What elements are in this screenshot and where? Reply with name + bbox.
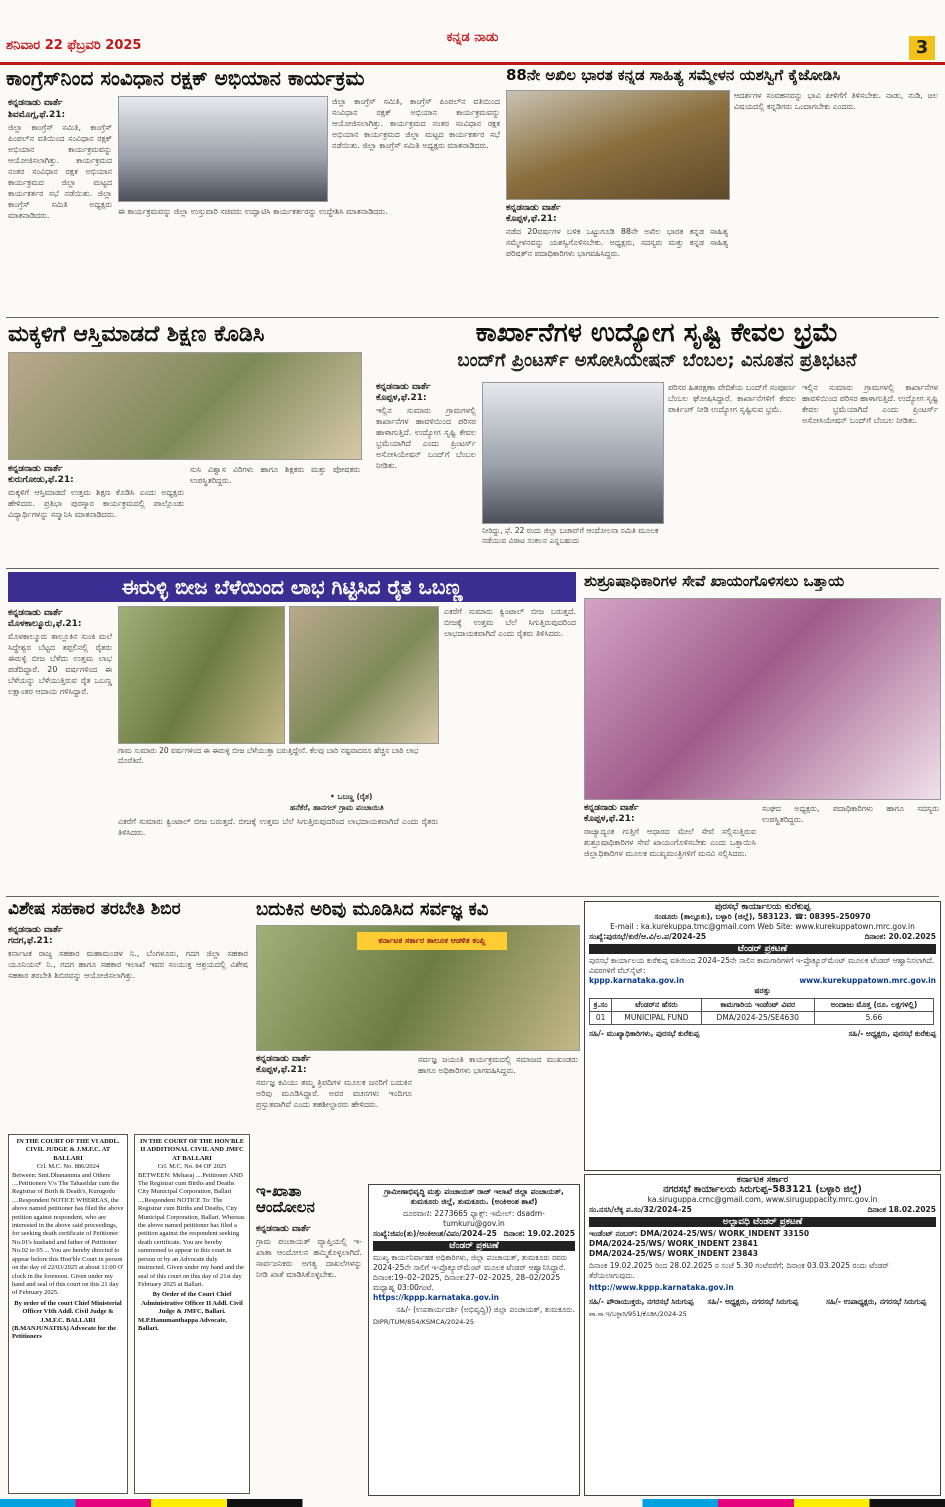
education-text: ಮಕ್ಕಳಿಗೆ ಆಸ್ತಿಮಾಡದೆ ಉತ್ತಮ ಶಿಕ್ಷಣ ಕೊಡಿಸಿ ಎಂದು ಅಧ್ಯಕ್ಷರು ಹೇಳಿದರು. ಪ್ರತಿಭಾ ಪುರಸ್ಕಾರ ಕಾರ್ಯಕ್ರಮದಲ್ಲಿ ಪಾಲ್ಗೊಂಡು ವಿದ್ಯಾರ್ಥಿಗಳನ್ನು ಸನ್ಮಾನಿಸಿ ಮಾತನಾಡಿದರು. xyxy=(8,488,184,519)
cooperative-dateline: ಗದಗ,ಫೆ.21: xyxy=(8,936,53,946)
tumakuru-footer: DIPR/TUM/854/KSMCA/2024-25 xyxy=(373,1318,475,1326)
table-cell: DMA/2024-25/SE4630 xyxy=(701,1012,814,1025)
table-cell: MUNICIPAL FUND xyxy=(612,1012,701,1025)
kurekuppa-th-no: ಕ್ರ.ಸಂ xyxy=(590,999,612,1012)
cooperative-headline: ವಿಶೇಷ ಸಹಕಾರ ತರಬೇತಿ ಶಿಬಿರ xyxy=(8,899,181,919)
divider xyxy=(6,896,939,897)
printers-text2: ಪರಿಸರ ಹಿತರಕ್ಷಣಾ ವೇದಿಕೆಯ ಬಂದ್‌ಗೆ ಸಂಪೂರ್ಣ ಬೆಂಬಲ ಘೋಷಿಸಿದ್ದಾರೆ. ಕಾರ್ಖಾನೆಗಳಿಗೆ ಕೇವಲ ಪಾರ್ಕಿಂಗ್ ನೀಡಿ ಉದ್ಯೋಗ ಸೃಷ್ಟಿಸುವ ಭ್ರಮೆ. xyxy=(668,383,796,414)
masthead: ಕನ್ನಡ ನಾಡು xyxy=(446,30,499,45)
onion-photo-bulb xyxy=(289,606,439,744)
tumakuru-title: ಟೆಂಡರ್ ಪ್ರಕಟಣೆ xyxy=(373,1241,575,1251)
congress-headline: ಕಾಂಗ್ರೆಸ್‌ನಿಂದ ಸಂವಿಧಾನ ರಕ್ಷಕ್ ಅಭಿಯಾನ ಕಾರ್ಯಕ್ರಮ xyxy=(6,66,365,90)
sahitya-headline: 88ನೇ ಅಖಿಲ ಭಾರತ ಕನ್ನಡ ಸಾಹಿತ್ಯ ಸಮ್ಮೇಳನ ಯಶಸ್ವಿಗೆ ಕೈಜೋಡಿಸಿ xyxy=(506,66,841,84)
issue-date: ಶನಿವಾರ 22 ಫೆಬ್ರವರಿ 2025 xyxy=(6,38,142,53)
tumakuru-body: ಮುಖ್ಯ ಕಾರ್ಯನಿರ್ವಾಹಕ ಅಧಿಕಾರಿಗಳು, ಜಿಲ್ಲಾ ಪಂಚಾಯತ್, ತುಮಕೂರು ರವರು 2024-25ನೇ ಸಾಲಿಗೆ ಇ-ಪ್ರೊಕ್ಯೂರ್‌ಮೆಂಟ್ ಮೂಲಕ ಟೆಂಡರ್ ಆಹ್ವಾನಿಸಿದ್ದಾರೆ. ದಿನಾಂಕ:19–02–2025, ದಿನಾಂಕ:27–02–2025, 28–02/2025 ಮಧ್ಯಾಹ್ನ 03:00ಗಂಟೆ. xyxy=(373,1253,568,1292)
siruguppa-footer: ವಾ.ಸಾ.ಇ/ಬಳ್ಳಾರಿ/951/ಕೊಡಿಸಿ/2024-25 xyxy=(589,1310,687,1318)
siruguppa-indent2: DMA/2024-25/WS/ WORK_INDENT 23841 xyxy=(589,1239,758,1248)
education-text-right: ಸುಸಿ ವಿಶ್ವಾಸ ವಿರಿಗಳು ಹಾಗೂ ಶಿಕ್ಷಕರು ಮತ್ತು ಪೋಷಕರು ಉಪಸ್ಥಿತರಿದ್ದರು. xyxy=(190,465,360,485)
sahitya-text: ನಡೆದ 20ವರ್ಷಗಳ ಬಳಿಕ ಒಟ್ಟುಗೂಡಿ 88ನೇ ಅಖಿಲ ಭಾರತ ಕನ್ನಡ ಸಾಹಿತ್ಯ ಸಮ್ಮೇಳನವನ್ನು ಯಶಸ್ವಿಗೊಳಿಸಬೇಕು. ಅಧ್ಯಕ್ಷರು, ಸದಸ್ಯರು ಮತ್ತು ಕನ್ನಡ ಸಾಹಿತ್ಯ ಪರಿಷತ್‌ನ ಪದಾಧಿಕಾರಿಗಳು ಭಾಗವಹಿಸಿದ್ದರು. xyxy=(506,227,728,258)
siruguppa-dates: ದಿನಾಂಕ 19.02.2025 ರಿಂದ 28.02.2025 ರ ಸಂಜೆ 5.30 ಗಂಟೆವರೆಗೆ; ದಿನಾಂಕ 03.03.2025 ರಂದು ಟೆಂಡರ್ ತೆರೆಯಲಾಗುವುದು. xyxy=(589,1261,889,1280)
siruguppa-office: ನಗರಸಭೆ ಕಾರ್ಯಾಲಯ ಸಿರುಗುಪ್ಪ–583121 (ಬಳ್ಳಾರಿ ಜಿಲ್ಲೆ) xyxy=(663,1184,862,1195)
tumakuru-tender xyxy=(368,1184,580,1496)
siruguppa-indent3: DMA/2024-25/WS/ WORK_INDENT 23843 xyxy=(589,1249,758,1258)
tumakuru-sign: ಸಹಿ/- (ಉಪಕಾರ್ಯದರ್ಶಿ (ಅಭಿವೃದ್ಧಿ)) ಜಿಲ್ಲಾ ಪಂಚಾಯತ್, ತುಮಕೂರು. xyxy=(396,1305,575,1314)
congress-text: ಜಿಲ್ಲಾ ಕಾಂಗ್ರೆಸ್ ಸಮಿತಿ, ಕಾಂಗ್ರೆಸ್ ಪಿಂಪಲ್‌ನ ವತಿಯಿಂದ ಸಂವಿಧಾನ ರಕ್ಷಕ್ ಅಭಿಯಾನ ಕಾರ್ಯಕ್ರಮವನ್ನು ಆಯೋಜಿಸಲಾಗಿತ್ತು. ಕಾರ್ಯಕ್ರಮದ ನಂತರ ಸಂವಿಧಾನ ರಕ್ಷಕ ಅಭಿಯಾನ ಕಾರ್ಯಕ್ರಮದ ಜಿಲ್ಲಾ ಮಟ್ಟದ ಕಾರ್ಯಕರ್ತರ ಸಭೆ ನಡೆಯಿತು. ಜಿಲ್ಲಾ ಕಾಂಗ್ರೆಸ್ ಸಮಿತಿ ಅಧ್ಯಕ್ಷರು ಮಾತನಾಡಿದರು. xyxy=(8,123,112,220)
legal-notice-right xyxy=(134,1134,250,1494)
tumakuru-date: ದಿನಾಂಕ: 19.02.2025 xyxy=(503,1229,575,1238)
tumakuru-site-link[interactable]: https://kppp.karnataka.gov.in xyxy=(373,1293,500,1302)
legal-right-advocate: M.P.Hanumanthappa Advocate, Ballari. xyxy=(138,1316,227,1332)
siruguppa-ref: ಸಂ.ನಸಸಿ/ಲೆಕ್ಕ ಪ.ಸಂ/32/2024–25 xyxy=(589,1205,692,1214)
table-row xyxy=(590,1012,934,1025)
siruguppa-title: ಅಲ್ಪಾವಧಿ ಟೆಂಡರ್ ಪ್ರಕಟಣೆ xyxy=(589,1217,936,1227)
congress-text-bottom: ಈ ಕಾರ್ಯಕ್ರಮವನ್ನು ಜಿಲ್ಲಾ ಉಸ್ತುವಾರಿ ಸಚಿವರು ಉದ್ಘಾಟಿಸಿ ಕಾರ್ಯಕರ್ತರನ್ನು ಉದ್ದೇಶಿಸಿ ಮಾತನಾಡಿದರು. xyxy=(118,207,388,216)
siruguppa-date: ದಿನಾಂಕ 18.02.2025 xyxy=(867,1205,936,1214)
nurses-text: ರಾಜ್ಯಾದ್ಯಂತ ಗುತ್ತಿಗೆ ಆಧಾರದ ಮೇಲೆ ಸೇವೆ ಸಲ್ಲಿಸುತ್ತಿರುವ ಶುಶ್ರೂಷಾಧಿಕಾರಿಗಳ ಸೇವೆ ಖಾಯಂಗೊಳಿಸಬೇಕು ಎಂದು ಒತ್ತಾಯಿಸಿ ಜಿಲ್ಲಾಧಿಕಾರಿಗಳ ಮೂಲಕ ಮುಖ್ಯಮಂತ್ರಿಗಳಿಗೆ ಮನವಿ ಸಲ್ಲಿಸಿದರು. xyxy=(584,827,756,858)
tumakuru-office: ಗ್ರಾಮೀಣಾಭಿವೃದ್ಧಿ ಮತ್ತು ಪಂಚಾಯತ್ ರಾಜ್ ಇಲಾಖೆ ಜಿಲ್ಲಾ ಪಂಚಾಯತ್, ತುಮಕೂರು ಜಿಲ್ಲೆ, ತುಮಕೂರು. (ಅಂಕಿಅಂಶ ಶಾಖೆ) xyxy=(384,1187,564,1206)
siruguppa-site-link[interactable]: http://www.kppp.karnataka.gov.in xyxy=(589,1283,734,1292)
kurekuppa-date: ದಿನಾಂಕ: 20.02.2025 xyxy=(864,932,936,941)
siruguppa-sign1: ಸಹಿ/- ಪೌರಾಯುಕ್ತರು, ನಗರಸಭೆ ಸಿರುಗುಪ್ಪ xyxy=(589,1297,694,1306)
ekhata-byline: ಕನ್ನಡನಾಡು ವಾರ್ತೆ xyxy=(256,1224,311,1234)
education-photo xyxy=(8,352,362,460)
kurekuppa-schedule-head: ಷರತ್ತು xyxy=(754,986,771,995)
divider xyxy=(6,568,939,569)
kurekuppa-sign-left: ಸಹಿ/- ಮುಖ್ಯಾಧಿಕಾರಿಗಳು, ಪುರಸಭೆ ಕುರೆಕುಪ್ಪ xyxy=(589,1029,700,1038)
education-byline: ಕನ್ನಡನಾಡು ವಾರ್ತೆ xyxy=(8,464,63,474)
kurekuppa-th-indent: ಕಾಮಗಾರಿಯ ಇಂಡೆಂಟ್ ವಿವರ xyxy=(701,999,814,1012)
kurekuppa-address: ಸಂಡೂರು (ತಾಲ್ಲೂಕು), ಬಳ್ಳಾರಿ (ಜಿಲ್ಲೆ), 583123. ☎: 08395–250970 xyxy=(654,912,871,921)
sarvajna-text-right: ಸರ್ವಜ್ಞ ಜಯಂತಿ ಕಾರ್ಯಕ್ರಮದಲ್ಲಿ ಸಮಾಜದ ಮುಖಂಡರು ಹಾಗೂ ಅಧಿಕಾರಿಗಳು ಭಾಗವಹಿಸಿದ್ದರು. xyxy=(418,1055,578,1075)
sahitya-photo xyxy=(506,90,730,200)
printers-byline: ಕನ್ನಡನಾಡು ವಾರ್ತೆ xyxy=(376,382,431,392)
nurses-text-right: ಸಂಘದ ಅಧ್ಯಕ್ಷರು, ಪದಾಧಿಕಾರಿಗಳು ಹಾಗೂ ಸದಸ್ಯರು ಉಪಸ್ಥಿತರಿದ್ದರು. xyxy=(762,804,939,824)
nurses-photo xyxy=(584,598,941,800)
congress-text-right: ಜಿಲ್ಲಾ ಕಾಂಗ್ರೆಸ್ ಸಮಿತಿ, ಕಾಂಗ್ರೆಸ್ ಪಿಂಪಲ್‌ನ ವತಿಯಿಂದ ಸಂವಿಧಾನ ರಕ್ಷಕ್ ಅಭಿಯಾನ ಕಾರ್ಯಕ್ರಮವನ್ನು ಆಯೋಜಿಸಲಾಗಿತ್ತು. ಕಾರ್ಯಕ್ರಮದ ನಂತರ ಸಂವಿಧಾನ ರಕ್ಷಕ ಅಭಿಯಾನ ಕಾರ್ಯಕ್ರಮದ ಜಿಲ್ಲಾ ಮಟ್ಟದ ಕಾರ್ಯಕರ್ತರ ಸಭೆ ನಡೆಯಿತು. ಜಿಲ್ಲಾ ಕಾಂಗ್ರೆಸ್ ಸಮಿತಿ ಅಧ್ಯಕ್ಷರು ಮಾತನಾಡಿದರು. xyxy=(332,97,500,150)
ekhata-text: ಗ್ರಾಮ ಪಂಚಾಯತ್ ವ್ಯಾಪ್ತಿಯಲ್ಲಿ ಇ-ಖಾತಾ ಆಂದೋಲನ ಹಮ್ಮಿಕೊಳ್ಳಲಾಗಿದೆ. ಸಾರ್ವಜನಿಕರು ಅಗತ್ಯ ದಾಖಲೆಗಳನ್ನು ನೀಡಿ ಖಾತೆ ಮಾಡಿಸಿಕೊಳ್ಳಬೇಕು. xyxy=(256,1237,362,1279)
kurekuppa-body: ಪುರಸಭೆ ಕಾರ್ಯಾಲಯ ಕುರೆಕುಪ್ಪ ವತಿಯಿಂದ 2024–25ನೇ ಸಾಲಿನ ಕಾಮಗಾರಿಗಳಿಗೆ ಇ-ಪ್ರೊಕ್ಯೂರ್‌ಮೆಂಟ್ ಮೂಲಕ ಟೆಂಡರ್ ಆಹ್ವಾನಿಸಲಾಗಿದೆ. ವಿವರಗಳಿಗೆ ವೆಬ್‌ಸೈಟ್: xyxy=(589,956,935,975)
legal-right-sign: By Order of the Court Chief Administrative Officer II Addl. Civil Judge & JMFC, Ballari. xyxy=(141,1291,243,1316)
cooperative-byline: ಕನ್ನಡನಾಡು ವಾರ್ತೆ xyxy=(8,925,63,935)
sarvajna-headline: ಬದುಕಿನ ಅರಿವು ಮೂಡಿಸಿದ ಸರ್ವಜ್ಞ ಕವಿ xyxy=(256,899,489,920)
kurekuppa-office: ಪುರಸಭೆ ಕಾರ್ಯಾಲಯ ಕುರೆಕುಪ್ಪ xyxy=(714,902,811,912)
congress-dateline: ಶಿವಮೊಗ್ಗ,ಫೆ.21: xyxy=(8,110,66,120)
onion-text-right: ಎಕರೆಗೆ ಸುಮಾರು ಕ್ವಿಂಟಾಲ್ ಬೀಜ ಬರುತ್ತದೆ. ಬೀಜಕ್ಕೆ ಉತ್ತಮ ಬೆಲೆ ಸಿಗುತ್ತಿರುವುದರಿಂದ ಲಾಭದಾಯಕವಾಗಿದೆ ಎಂದು ರೈತರು ತಿಳಿಸಿದರು. xyxy=(444,607,576,638)
siruguppa-email: ka.siruguppa.cmc@gmail.com, www.siruguppacity.mrc.gov.in xyxy=(647,1195,878,1204)
kurekuppa-th-name: ಟೆಂಡರ್‌ನ ಹೆಸರು xyxy=(612,999,701,1012)
printers-text: ಇಲ್ಲಿನ ಸುಮಾರು ಗ್ರಾಮಗಳಲ್ಲಿ ಕಾರ್ಖಾನೆಗಳ ಹಾವಳಿಯಿಂದ ಪರಿಸರ ಹಾಳಾಗುತ್ತಿದೆ. ಉದ್ಯೋಗ ಸೃಷ್ಟಿ ಕೇವಲ ಭ್ರಮೆಯಾಗಿದೆ ಎಂದು ಪ್ರಿಂಟರ್ಸ್ ಅಸೋಸಿಯೇಷನ್ ಬಂದ್‌ಗೆ ಬೆಂಬಲ ನೀಡಿತು. xyxy=(376,406,476,470)
sarvajna-byline: ಕನ್ನಡನಾಡು ವಾರ್ತೆ xyxy=(256,1054,311,1064)
congress-byline: ಕನ್ನಡನಾಡು ವಾರ್ತೆ xyxy=(8,98,63,108)
printers-headline: ಕಾರ್ಖಾನೆಗಳ ಉದ್ಯೋಗ ಸೃಷ್ಟಿ ಕೇವಲ ಭ್ರಮೆ xyxy=(475,318,839,348)
page-number: 3 xyxy=(909,36,935,60)
printers-text3: ಇಲ್ಲಿನ ಸುಮಾರು ಗ್ರಾಮಗಳಲ್ಲಿ ಕಾರ್ಖಾನೆಗಳ ಹಾವಳಿಯಿಂದ ಪರಿಸರ ಹಾಳಾಗುತ್ತಿದೆ. ಉದ್ಯೋಗ ಸೃಷ್ಟಿ ಕೇವಲ ಭ್ರಮೆಯಾಗಿದೆ ಎಂದು ಪ್ರಿಂಟರ್ಸ್ ಅಸೋಸಿಯೇಷನ್ ಬಂದ್‌ಗೆ ಬೆಂಬಲ ನೀಡಿತು. xyxy=(802,383,938,425)
onion-photo-farmer xyxy=(118,606,285,744)
kurekuppa-table xyxy=(589,998,934,1025)
education-headline: ಮಕ್ಕಳಿಗೆ ಆಸ್ತಿಮಾಡದೆ ಶಿಕ್ಷಣ ಕೊಡಿಸಿ xyxy=(8,322,265,347)
legal-right-case: Crl. M.C. No. 84 OF 2025 xyxy=(157,1163,227,1171)
congress-photo-building xyxy=(118,96,328,202)
legal-left-sign: By order of the court Chief Ministerial Officer VIth Addl. Civil Judge & J.M.F.C. BALLARI xyxy=(14,1299,122,1324)
sahitya-dateline: ಕೊಪ್ಪಳ,ಫೆ.21: xyxy=(506,214,557,224)
printers-dateline: ಕೊಪ್ಪಳ,ಫೆ.21: xyxy=(376,393,427,403)
sarvajna-photo xyxy=(256,925,580,1051)
onion-credit-place: ಹನೆಕೆರೆ, ಹಾನಗಲ್ ಗ್ರಾಮ ಪಂಚಾಯಿತಿ xyxy=(290,803,384,812)
kurekuppa-email: E-mail : ka.kurekuppa.tmc@gmail.com Web Site: www.kurekuppatown.mrc.gov.in xyxy=(610,922,915,931)
nurses-headline: ಶುಶ್ರೂಷಾಧಿಕಾರಿಗಳ ಸೇವೆ ಖಾಯಂಗೊಳಿಸಲು ಒತ್ತಾಯ xyxy=(584,572,845,590)
education-dateline: ಕುರುಗೋಡು,ಫೆ.21: xyxy=(8,475,74,485)
kurekuppa-th-amount: ಅಂದಾಜು ಮೊತ್ತ (ರೂ. ಲಕ್ಷಗಳಲ್ಲಿ) xyxy=(814,999,933,1012)
sarvajna-banner: ಕರ್ನಾಟಕ ಸರ್ಕಾರ ತಾಲೂಕ ಆಡಳಿತ ಕಂಪ್ಲಿ xyxy=(357,932,507,950)
nurses-byline: ಕನ್ನಡನಾಡು ವಾರ್ತೆ xyxy=(584,803,639,813)
siruguppa-sign2: ಸಹಿ/- ಅಧ್ಯಕ್ಷರು, ನಗರಸಭೆ ಸಿರುಗುಪ್ಪ xyxy=(707,1297,799,1306)
table-cell: 01 xyxy=(590,1012,612,1025)
siruguppa-sign3: ಸಹಿ/- ಉಪಾಧ್ಯಕ್ಷರು, ನಗರಸಭೆ ಸಿರುಗುಪ್ಪ xyxy=(826,1297,927,1306)
onion-dateline: ಮೊಳಕಾಲ್ಮೂರು,ಫೆ.21: xyxy=(8,619,82,629)
tumakuru-ref: ಸಂಖ್ಯೆ:ಜಿಪಂ(ತು)/ಅಂಕಿಅಂಶ/ವಿಪಂ/2024–25 xyxy=(373,1229,497,1238)
legal-right-court: IN THE COURT OF THE HON'BLE II ADDITIONAL CIVIL AND JMFC AT BALLARI xyxy=(139,1138,245,1162)
legal-left-court: IN THE COURT OF THE VI ADDL. CIVIL JUDGE & J.M.F.C. AT BALLARI xyxy=(16,1138,120,1162)
onion-byline: ಕನ್ನಡನಾಡು ವಾರ್ತೆ xyxy=(8,608,63,618)
onion-headline: ಈರುಳ್ಳಿ ಬೀಜ ಬೆಳೆಯಿಂದ ಲಾಭ ಗಿಟ್ಟಿಸಿದ ರೈತ ಒಬಣ್ಣ xyxy=(8,572,576,602)
printers-photo-chimneys xyxy=(482,382,664,524)
nurses-dateline: ಕೊಪ್ಪಳ,ಫೆ.21: xyxy=(584,814,635,824)
legal-right-body: BETWEEN: Meharaj ....Petitioner AND The Registrar cum Births and Deaths City Municipal Corporation, Ballari ....Respondent NOTICE To: The Registrar cum Births and Deaths, City Municipal Corporation, Ballari. Whereas the above named petitioner has filed a petition against the respondent seeking death certificate. You are hereby summoned to appear in this court in person or by an Advocate duly instructed. Given under my hand and the seal of this court on this day of 21st day February 2025 at Ballari. xyxy=(138,1171,245,1288)
cooperative-text: ಕರ್ನಾಟಕ ರಾಜ್ಯ ಸಹಕಾರ ಮಹಾಮಂಡಳ ನಿ., ಬೆಂಗಳೂರು, ಗದಗ ಜಿಲ್ಲಾ ಸಹಕಾರ ಯೂನಿಯನ್ ನಿ., ಗದಗ ಹಾಗೂ ಸಹಕಾರ ಇಲಾಖೆ ಇವರ ಸಂಯುಕ್ತ ಆಶ್ರಯದಲ್ಲಿ ವಿಶೇಷ ಸಹಕಾರ ತರಬೇತಿ ಶಿಬಿರವನ್ನು ಆಯೋಜಿಸಲಾಗಿತ್ತು. xyxy=(8,949,248,980)
sahitya-byline: ಕನ್ನಡನಾಡು ವಾರ್ತೆ xyxy=(506,203,561,213)
header-rule xyxy=(0,62,945,65)
kurekuppa-tender xyxy=(584,901,941,1171)
sarvajna-dateline: ಕೊಪ್ಪಳ,ಫೆ.21: xyxy=(256,1065,307,1075)
printers-subheadline: ಬಂದ್‌ಗೆ ಪ್ರಿಂಟರ್ಸ್ ಅಸೋಸಿಯೇಷನ್ ಬೆಂಬಲ; ವಿನೂತನ ಪ್ರತಿಭಟನೆ xyxy=(457,350,857,371)
kurekuppa-ref: ಸಂಖ್ಯೆ:ಪುರಸಭೆ/ಕುರೆ/ಆ.ವಿ/ಲ.ಪ/2024-25 xyxy=(589,932,707,941)
kurekuppa-site1-link[interactable]: kppp.karnataka.gov.in xyxy=(589,976,685,985)
tumakuru-contact: ದೂರವಾಣಿ: 2273665 ಫ್ಯಾಕ್ಸ್: ಇಮೇಲ್: dsadm-tumkuru@gov.in xyxy=(403,1209,545,1228)
sarvajna-text: ಸರ್ವಜ್ಞ ಕವಿಯು ತಮ್ಮ ತ್ರಿಪದಿಗಳ ಮೂಲಕ ಜನರಿಗೆ ಬದುಕಿನ ಅರಿವು ಮೂಡಿಸಿದ್ದಾರೆ. ಅವರ ವಚನಗಳು ಇಂದಿಗೂ ಪ್ರಸ್ತುತವಾಗಿವೆ ಎಂದು ತಹಶೀಲ್ದಾರರು ಹೇಳಿದರು. xyxy=(256,1078,412,1109)
table-cell: 5.66 xyxy=(814,1012,933,1025)
legal-left-body: Between: Smt.Dhanamma and Others ....Petitioners V/s The Tahasildar cum the Registrar of Birth & Death's, Kurugodu ....Respondent NOTICE WHEREAS, the above named petitioner has filed the above petition against respondent, who are interested in the above said proceedings, for seeking death certificate of Petitioner No.01's husband and father of Petitioner No.02 to 05 ... You are hereby directed to appear before this Hon'ble Court in person on the day of 22/03/2025 at about 11:00 O' clock in the forenoon. Given under my hand and seal of this court on this 21 day of February 2025. xyxy=(12,1171,124,1297)
ekhata-headline: ಇ-ಖಾತಾ ಆಂದೋಲನ xyxy=(256,1182,315,1216)
siruguppa-tender xyxy=(584,1174,941,1496)
kurekuppa-sign-right: ಸಹಿ/- ಅಧ್ಯಕ್ಷರು, ಪುರಸಭೆ ಕುರೆಕುಪ್ಪ xyxy=(848,1029,936,1038)
kurekuppa-site2-link[interactable]: www.kurekuppatown.mrc.gov.in xyxy=(799,976,936,985)
onion-text-bottom: ಎಕರೆಗೆ ಸುಮಾರು ಕ್ವಿಂಟಾಲ್ ಬೀಜ ಬರುತ್ತದೆ. ಬೀಜಕ್ಕೆ ಉತ್ತಮ ಬೆಲೆ ಸಿಗುತ್ತಿರುವುದರಿಂದ ಲಾಭದಾಯಕವಾಗಿದೆ ಎಂದು ರೈತರು ತಿಳಿಸಿದರು. xyxy=(118,817,438,837)
printers-caption: ನೀರಿದ್ದು, ಫೆ. 22 ರಂದು ಜಿಲ್ಲಾ ಬಚಾವ್‌ಗೆ ಆಂದೋಲನಾ ಸಮಿತಿ ಮೂಲಕ ನಡೆಯುವ ವಿರಾಟ ಸಂಕಲನ ಎನ್ನಬಹುದು xyxy=(482,526,659,545)
onion-text: ಮೊಳಕಾಲ್ಮೂರು ತಾಲ್ಲೂಕಿನ ಸುಂಕಿ ಮಲೆ ಸಿದ್ಧೇಶ್ವರ ಬೆಟ್ಟದ ತಪ್ಪಲಿನಲ್ಲಿ ರೈತರು ಈರುಳ್ಳಿ ಬೀಜ ಬೆಳೆದು ಉತ್ತಮ ಲಾಭ ಪಡೆದಿದ್ದಾರೆ. 20 ವರ್ಷಗಳಿಂದ ಈ ಬೆಳೆಯನ್ನು ಬೆಳೆಯುತ್ತಿರುವ ರೈತ ಒಬಣ್ಣ ಲಕ್ಷಾಂತರ ಆದಾಯ ಗಳಿಸಿದ್ದಾರೆ. xyxy=(8,632,112,696)
siruguppa-gov: ಕರ್ನಾಟಕ ಸರ್ಕಾರ xyxy=(736,1175,789,1185)
legal-left-advocate: (B.MANJUNATHA) Advocate for the Petitioners xyxy=(12,1324,117,1341)
kurekuppa-title: ಟೆಂಡರ್ ಪ್ರಕಟಣೆ xyxy=(589,944,936,954)
legal-notice-left xyxy=(8,1134,128,1494)
onion-caption: ಗಾಮ ಸುಮಾರು 20 ವರ್ಷಗಳಿಂದ ಈ ಈರುಳ್ಳಿ ಬೀಜ ಬೆಳೆಯುತ್ತಾ ಬರುತ್ತಿದ್ದೇನೆ. ಕೆಲವು ಬಾರಿ ನಷ್ಟವಾದರೂ ಹೆಚ್ಚಿನ ಬಾರಿ ಲಾಭ ದೊರೆತಿದೆ. xyxy=(118,746,419,765)
print-color-bar xyxy=(0,1499,945,1507)
siruguppa-indent1: ಇಂಡೆಂಟ್ ನಂಬರ್: DMA/2024-25/WS/ WORK_INDENT 33150 xyxy=(589,1229,810,1238)
onion-credit: • ಒಬಣ್ಣ (ರೈತ) xyxy=(330,792,373,801)
sahitya-text-right: ಆದರ್ಶಗಳ ಸಂವಹನವನ್ನು ಭಾವಿ ಪೀಳಿಗೆಗೆ ತಿಳಿಸಬೇಕು. ನಾಡು, ನುಡಿ, ಜಲ ವಿಷಯದಲ್ಲಿ ಕನ್ನಡಿಗರು ಒಂದಾಗಬೇಕು ಎಂದರು. xyxy=(734,91,938,111)
legal-left-case: Crl. M.C. No. 886/2024 xyxy=(36,1163,100,1171)
